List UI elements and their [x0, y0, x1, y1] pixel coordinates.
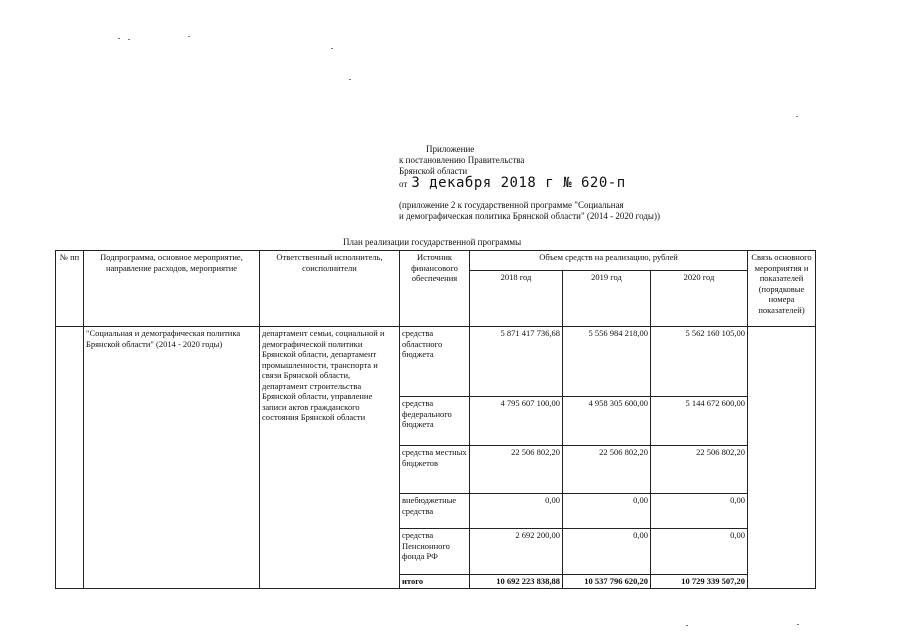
total-2019-cell: 10 537 796 620,20: [563, 575, 651, 589]
scan-speck: [796, 116, 798, 117]
value-2020-cell: 5 144 672 600,00: [651, 397, 748, 446]
date-handwritten: 3 декабря 2018 г № 620-п: [411, 175, 626, 191]
table-header-row: [56, 251, 816, 271]
header-note-2: и демографическая политика Брянской области" (2014 - 2020 годы)): [399, 211, 660, 221]
value-2018-cell: 5 871 417 736,68: [470, 327, 563, 397]
value-2019-cell: 4 958 305 600,00: [563, 397, 651, 446]
total-2020-cell: 10 729 339 507,20: [651, 575, 748, 589]
scan-speck: [118, 38, 120, 39]
value-2018-cell: 22 506 802,20: [470, 446, 563, 494]
scan-speck: [686, 625, 688, 626]
executors-cell: департамент семьи, социальной и демографической политики Брянской области, департамент промышленности, транспорта и связи Брянской области, департамент строительства Брянской области, управление записи актов гражданского состояния Брянской области: [260, 327, 400, 589]
year-2018-header: 2018 год: [470, 271, 563, 327]
value-2020-cell: 0,00: [651, 529, 748, 575]
date-prefix: от: [399, 179, 408, 189]
row-number-cell: [56, 327, 84, 589]
year-2019-header: 2019 год: [563, 271, 651, 327]
header-line-2: Брянской области: [399, 166, 468, 176]
approval-header: [399, 144, 660, 222]
value-2018-cell: 0,00: [470, 494, 563, 529]
value-2020-cell: 22 506 802,20: [651, 446, 748, 494]
table-row: [56, 327, 816, 397]
total-label-cell: итого: [400, 575, 470, 589]
total-2018-cell: 10 692 223 838,88: [470, 575, 563, 589]
value-2019-cell: 22 506 802,20: [563, 446, 651, 494]
scan-speck: [188, 36, 190, 37]
scan-speck: [331, 48, 333, 49]
source-cell: средства областного бюджета: [400, 327, 470, 397]
plan-table: [55, 250, 816, 589]
col-executor-header: Ответственный исполнитель, соисполнители: [260, 251, 400, 327]
scan-speck: [128, 39, 130, 40]
plan-title: План реализации государственной программы: [343, 237, 522, 247]
source-cell: средства федерального бюджета: [400, 397, 470, 446]
value-2018-cell: 4 795 607 100,00: [470, 397, 563, 446]
value-2019-cell: 0,00: [563, 529, 651, 575]
header-note-1: (приложение 2 к государственной программе "Социальная: [399, 200, 624, 210]
col-subprogram-header: Подпрограмма, основное мероприятие, направление расходов, мероприятие: [84, 251, 260, 327]
value-2020-cell: 0,00: [651, 494, 748, 529]
col-source-header: Источник финансового обеспечения: [400, 251, 470, 327]
program-name-cell: "Социальная и демографическая политика Брянской области" (2014 - 2020 годы): [84, 327, 260, 589]
source-cell: средства Пенсионного фонда РФ: [400, 529, 470, 575]
year-2020-header: 2020 год: [651, 271, 748, 327]
col-num-header: № пп: [56, 251, 84, 327]
header-line-1: к постановлению Правительства: [399, 155, 525, 165]
header-date: [399, 175, 660, 191]
link-cell: [748, 327, 816, 589]
header-title: Приложение: [426, 144, 475, 154]
value-2019-cell: 5 556 984 218,00: [563, 327, 651, 397]
value-2019-cell: 0,00: [563, 494, 651, 529]
scan-speck: [797, 624, 799, 625]
col-volume-header: Объем средств на реализацию, рублей: [470, 251, 748, 271]
value-2018-cell: 2 692 200,00: [470, 529, 563, 575]
col-link-header: Связь основного мероприятия и показателей (порядковые номера показателей): [748, 251, 816, 327]
source-cell: внебюджетные средства: [400, 494, 470, 529]
source-cell: средства местных бюджетов: [400, 446, 470, 494]
value-2020-cell: 5 562 160 105,00: [651, 327, 748, 397]
scan-speck: [349, 79, 351, 80]
